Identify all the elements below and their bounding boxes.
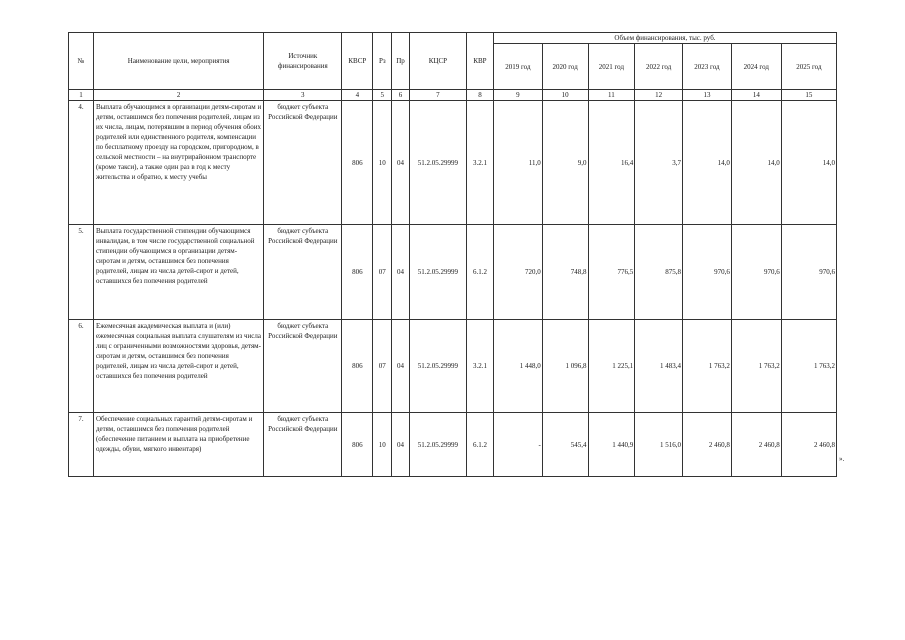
row-value: 14,0 [683, 101, 732, 225]
header-funding-title: Объем финансирования, тыс. руб. [493, 33, 836, 44]
budget-table [68, 32, 837, 477]
row-source: бюджет субъекта Российской Федерации [264, 101, 342, 225]
row-value: 2 460,8 [683, 413, 732, 477]
row-value: 1 763,2 [781, 320, 836, 413]
row-value: 545,4 [542, 413, 588, 477]
row-value: 2 460,8 [731, 413, 781, 477]
row-rz: 07 [373, 225, 392, 320]
header-year: 2020 год [542, 44, 588, 90]
row-kcsr: 51.2.05.29999 [409, 225, 466, 320]
row-index: 6. [69, 320, 94, 413]
row-value: 11,0 [493, 101, 542, 225]
column-number: 7 [409, 90, 466, 101]
column-number: 1 [69, 90, 94, 101]
row-kcsr: 51.2.05.29999 [409, 320, 466, 413]
header-kcsr: КЦСР [409, 33, 466, 90]
row-value: 1 096,8 [542, 320, 588, 413]
header-year: 2023 год [683, 44, 732, 90]
row-value: 970,6 [683, 225, 732, 320]
closing-quote-mark: ». [839, 455, 845, 463]
row-pr: 04 [392, 101, 410, 225]
column-number: 4 [342, 90, 373, 101]
row-value: 14,0 [731, 101, 781, 225]
column-number: 12 [635, 90, 683, 101]
header-year: 2022 год [635, 44, 683, 90]
row-value: 776,5 [588, 225, 635, 320]
row-value: 970,6 [731, 225, 781, 320]
header-pr: Пр [392, 33, 410, 90]
table-row [69, 320, 837, 413]
column-number: 2 [93, 90, 263, 101]
row-name: Выплата государственной стипендии обучающимся инвалидам, в том числе государственной социальной стипендии обучающимся в организации детям-сиротам и детям, оставшимся без попечения родителей, лицам из числа детей-сирот и детей, оставшихся без попечения родителей [93, 225, 263, 320]
row-value: 1 763,2 [683, 320, 732, 413]
row-value: 9,0 [542, 101, 588, 225]
table-body [69, 101, 837, 477]
row-kvr: 3.2.1 [466, 320, 493, 413]
row-value: - [493, 413, 542, 477]
row-value: 875,8 [635, 225, 683, 320]
column-number: 13 [683, 90, 732, 101]
header-source: Источник финансирования [264, 33, 342, 90]
row-value: 1 440,9 [588, 413, 635, 477]
row-kvsr: 806 [342, 225, 373, 320]
row-value: 1 448,0 [493, 320, 542, 413]
row-kvr: 3.2.1 [466, 101, 493, 225]
row-value: 748,8 [542, 225, 588, 320]
table-row [69, 413, 837, 477]
column-number: 10 [542, 90, 588, 101]
row-index: 5. [69, 225, 94, 320]
row-kvsr: 806 [342, 320, 373, 413]
row-value: 16,4 [588, 101, 635, 225]
row-value: 1 763,2 [731, 320, 781, 413]
column-number: 8 [466, 90, 493, 101]
row-value: 970,6 [781, 225, 836, 320]
column-number: 11 [588, 90, 635, 101]
row-value: 1 225,1 [588, 320, 635, 413]
column-number: 9 [493, 90, 542, 101]
row-rz: 10 [373, 101, 392, 225]
header-kvr: КВР [466, 33, 493, 90]
table-row [69, 101, 837, 225]
row-kvsr: 806 [342, 413, 373, 477]
row-name: Обеспечение социальных гарантий детям-сиротам и детям, оставшимся без попечения родителей (обеспечение питанием и выплата на приобретение одежды, обуви, мягкого инвентаря) [93, 413, 263, 477]
row-value: 3,7 [635, 101, 683, 225]
row-value: 1 516,0 [635, 413, 683, 477]
row-value: 720,0 [493, 225, 542, 320]
row-name: Выплата обучающимся в организации детям-сиротам и детям, оставшимся без попечения родителей, лицам из их числа, лицам, потерявшим в период обучения обоих родителей или единственного родителя, компенсации по бесплатному проезду на городском, пригородном, в сельской местности – на внутрирайонном транспорте (кроме такси), а также один раз в год к месту жительства и обратно, к месту учебы [93, 101, 263, 225]
table-header [69, 33, 837, 101]
row-kvr: 6.1.2 [466, 225, 493, 320]
row-value: 2 460,8 [781, 413, 836, 477]
row-kvr: 6.1.2 [466, 413, 493, 477]
table-row [69, 225, 837, 320]
header-year: 2019 год [493, 44, 542, 90]
row-index: 4. [69, 101, 94, 225]
row-source: бюджет субъекта Российской Федерации [264, 413, 342, 477]
header-name: Наименование цели, мероприятия [93, 33, 263, 90]
row-kvsr: 806 [342, 101, 373, 225]
column-number: 14 [731, 90, 781, 101]
row-rz: 10 [373, 413, 392, 477]
header-kvsr: КВСР [342, 33, 373, 90]
row-rz: 07 [373, 320, 392, 413]
row-value: 1 483,4 [635, 320, 683, 413]
column-number: 3 [264, 90, 342, 101]
header-year: 2025 год [781, 44, 836, 90]
row-value: 14,0 [781, 101, 836, 225]
row-pr: 04 [392, 320, 410, 413]
row-pr: 04 [392, 413, 410, 477]
row-source: бюджет субъекта Российской Федерации [264, 225, 342, 320]
header-no: № [69, 33, 94, 90]
header-row-top [69, 33, 837, 44]
row-kcsr: 51.2.05.29999 [409, 413, 466, 477]
column-number: 5 [373, 90, 392, 101]
row-name: Ежемесячная академическая выплата и (или) ежемесячная социальная выплата слушателям из числа лиц с ограниченными возможностями здоровья, детям-сиротам и детям, оставшимся без попечения родителей, лицам из числа детей-сирот и детей, оставшихся без попечения родителей [93, 320, 263, 413]
row-kcsr: 51.2.05.29999 [409, 101, 466, 225]
row-source: бюджет субъекта Российской Федерации [264, 320, 342, 413]
column-number: 6 [392, 90, 410, 101]
column-number-row [69, 90, 837, 101]
row-index: 7. [69, 413, 94, 477]
header-year: 2024 год [731, 44, 781, 90]
header-rz: Рз [373, 33, 392, 90]
column-number: 15 [781, 90, 836, 101]
header-year: 2021 год [588, 44, 635, 90]
row-pr: 04 [392, 225, 410, 320]
